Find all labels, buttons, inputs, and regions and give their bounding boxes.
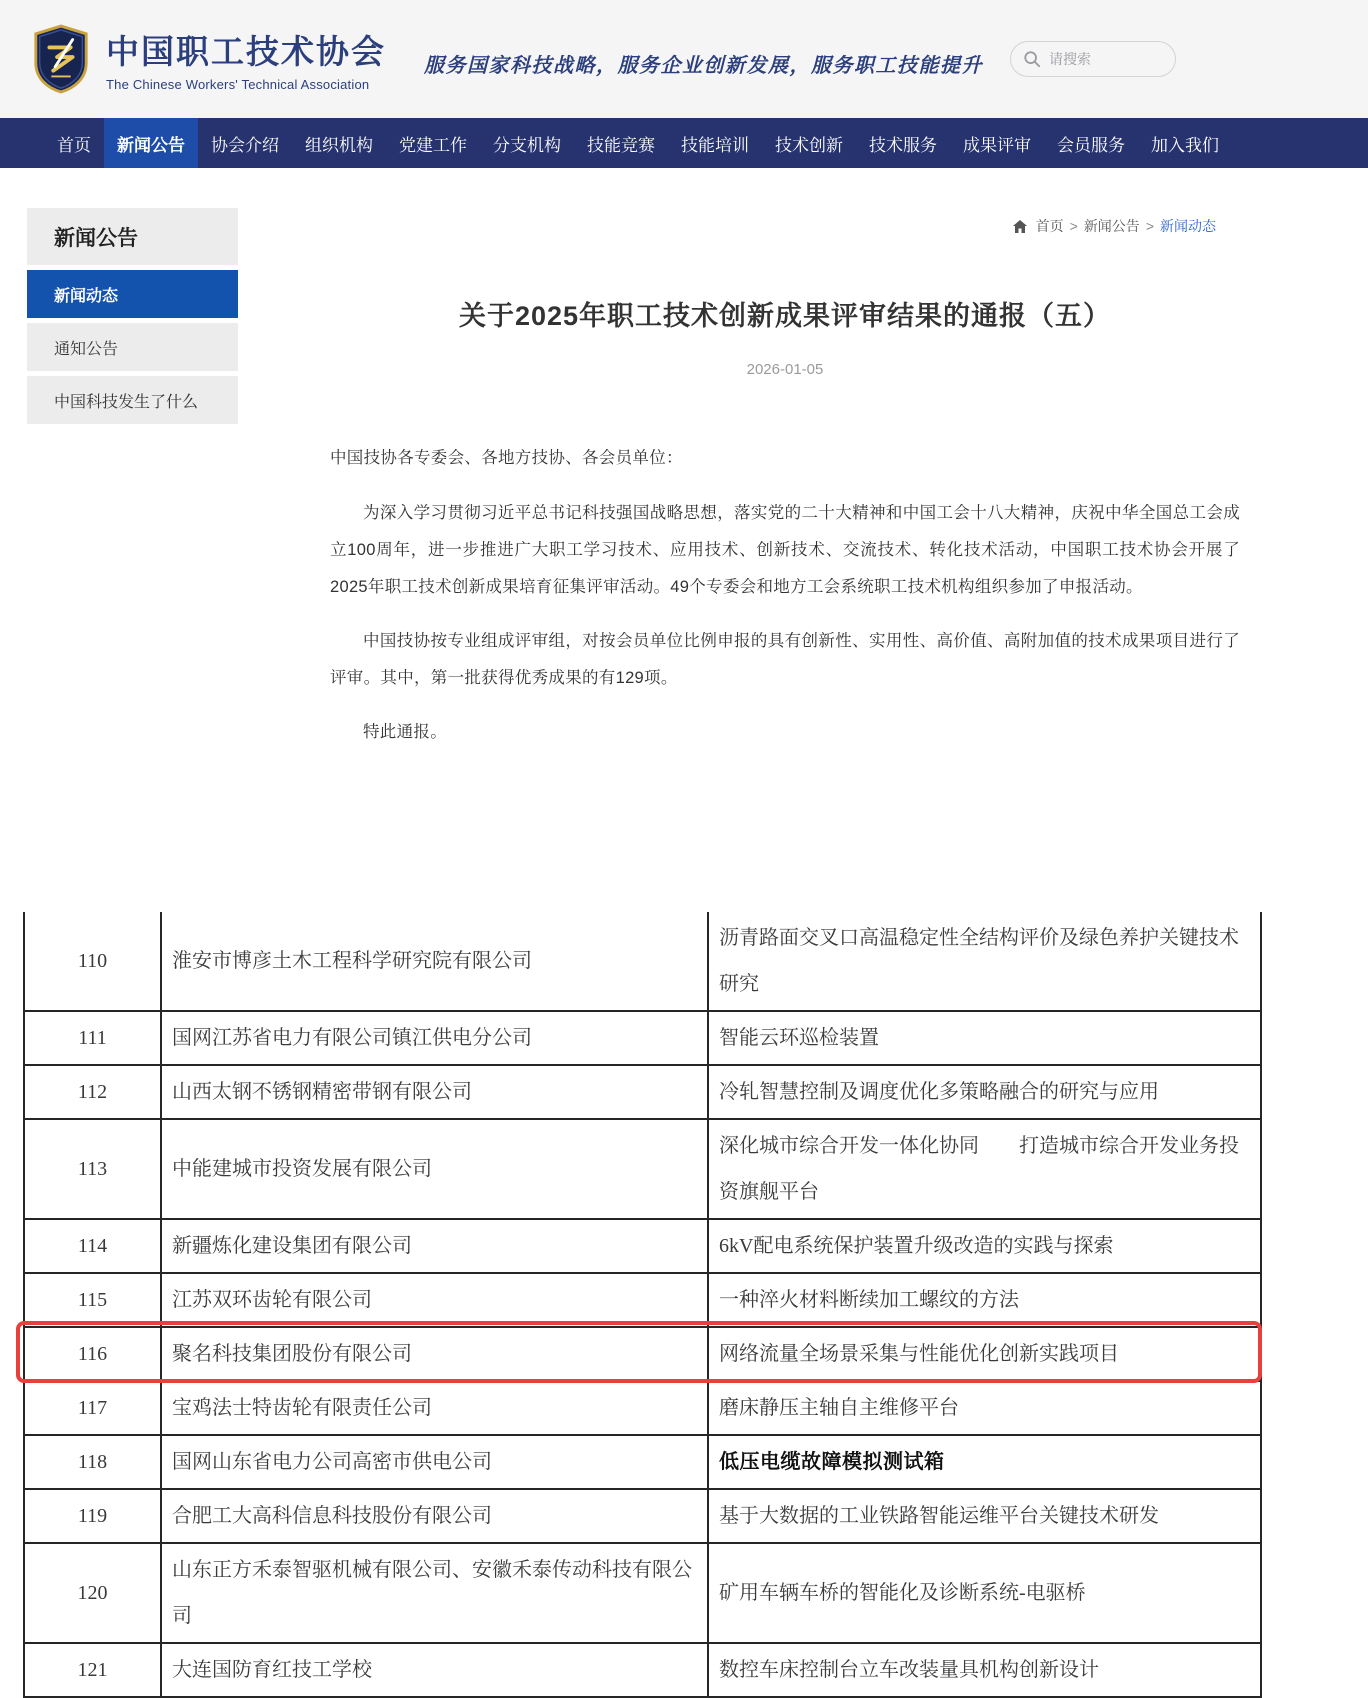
nav-item[interactable]: 技术创新 xyxy=(775,135,843,155)
home-icon[interactable] xyxy=(1012,219,1028,234)
table-cell: 大连国防育红技工学校 xyxy=(161,1643,708,1697)
table-cell: 矿用车辆车桥的智能化及诊断系统-电驱桥 xyxy=(708,1543,1261,1643)
table-cell: 中能建城市投资发展有限公司 xyxy=(161,1119,708,1219)
table-cell: 深化城市综合开发一体化协同 打造城市综合开发业务投资旗舰平台 xyxy=(708,1119,1261,1219)
article-paragraph: 特此通报。 xyxy=(363,723,447,741)
table-cell: 117 xyxy=(24,1381,161,1435)
table-row xyxy=(24,1489,1261,1543)
table-cell: 冷轧智慧控制及调度优化多策略融合的研究与应用 xyxy=(708,1065,1261,1119)
article xyxy=(330,294,1240,768)
sidebar xyxy=(27,208,238,424)
table-cell: 111 xyxy=(24,1011,161,1065)
table-cell: 120 xyxy=(24,1543,161,1643)
sidebar-items xyxy=(27,270,238,424)
table-cell: 宝鸡法士特齿轮有限责任公司 xyxy=(161,1381,708,1435)
table-cell: 江苏双环齿轮有限公司 xyxy=(161,1273,708,1327)
table-cell: 一种淬火材料断续加工螺纹的方法 xyxy=(708,1273,1261,1327)
sidebar-item[interactable]: 新闻动态 xyxy=(27,270,238,318)
table-cell: 合肥工大高科信息科技股份有限公司 xyxy=(161,1489,708,1543)
article-title: 关于2025年职工技术创新成果评审结果的通报（五） xyxy=(458,301,1112,331)
table-cell: 数控车床控制台立车改装量具机构创新设计 xyxy=(708,1643,1261,1697)
breadcrumb-link[interactable]: 首页 xyxy=(1035,218,1064,234)
table-row xyxy=(24,1435,1261,1489)
table-cell: 113 xyxy=(24,1119,161,1219)
article-date: 2026-01-05 xyxy=(746,361,824,378)
nav-item[interactable]: 组织机构 xyxy=(305,135,373,155)
main-nav xyxy=(0,118,1368,168)
logo-subtitle: The Chinese Workers' Technical Association xyxy=(106,77,370,92)
table-row xyxy=(24,912,1261,1011)
nav-item[interactable]: 技术服务 xyxy=(869,135,937,155)
nav-item[interactable]: 党建工作 xyxy=(399,135,467,155)
table-cell: 低压电缆故障模拟测试箱 xyxy=(708,1435,1261,1489)
table-cell: 磨床静压主轴自主维修平台 xyxy=(708,1381,1261,1435)
article-body xyxy=(330,495,1240,751)
table-cell: 山东正方禾泰智驱机械有限公司、安徽禾泰传动科技有限公司 xyxy=(161,1543,708,1643)
table-cell: 6kV配电系统保护装置升级改造的实践与探索 xyxy=(708,1219,1261,1273)
table-cell: 智能云环巡检装置 xyxy=(708,1011,1261,1065)
results-table-section xyxy=(23,912,1260,1698)
search-input[interactable] xyxy=(1049,51,1159,67)
table-row xyxy=(24,1273,1261,1327)
table-cell: 基于大数据的工业铁路智能运维平台关键技术研发 xyxy=(708,1489,1261,1543)
article-paragraph: 中国技协按专业组成评审组，对按会员单位比例申报的具有创新性、实用性、高价值、高附加值的技术成果项目进行了评审。其中，第一批获得优秀成果的有129项。 xyxy=(330,632,1240,687)
table-cell: 114 xyxy=(24,1219,161,1273)
table-row xyxy=(24,1011,1261,1065)
table-cell: 沥青路面交叉口高温稳定性全结构评价及绿色养护关键技术研究 xyxy=(708,912,1261,1011)
table-cell: 聚名科技集团股份有限公司 xyxy=(161,1327,708,1381)
nav-item[interactable]: 新闻公告 xyxy=(104,118,198,168)
table-cell: 118 xyxy=(24,1435,161,1489)
nav-item[interactable]: 成果评审 xyxy=(963,135,1031,155)
table-cell: 115 xyxy=(24,1273,161,1327)
table-cell: 119 xyxy=(24,1489,161,1543)
table-row xyxy=(24,1543,1261,1643)
table-cell: 新疆炼化建设集团有限公司 xyxy=(161,1219,708,1273)
logo-title: 中国职工技术协会 xyxy=(106,33,386,70)
nav-item[interactable]: 加入我们 xyxy=(1151,135,1219,155)
site-slogan: 服务国家科技战略，服务企业创新发展，服务职工技能提升 xyxy=(424,54,983,77)
nav-item[interactable]: 首页 xyxy=(57,135,91,155)
association-emblem-icon xyxy=(30,24,92,94)
search-box[interactable] xyxy=(1010,41,1176,77)
table-row xyxy=(24,1065,1261,1119)
table-cell: 116 xyxy=(24,1327,161,1381)
breadcrumb xyxy=(1012,216,1222,236)
table-row xyxy=(24,1119,1261,1219)
nav-item[interactable]: 协会介绍 xyxy=(211,135,279,155)
breadcrumb-separator: > xyxy=(1069,218,1078,234)
nav-item[interactable]: 技能培训 xyxy=(681,135,749,155)
table-cell: 淮安市博彦土木工程科学研究院有限公司 xyxy=(161,912,708,1011)
table-cell: 110 xyxy=(24,912,161,1011)
article-paragraph: 为深入学习贯彻习近平总书记科技强国战略思想，落实党的二十大精神和中国工会十八大精神，庆祝中华全国总工会成立100周年，进一步推进广大职工学习技术、应用技术、创新技术、交流技术、转化技术活动，中国职工技术协会开展了2025年职工技术创新成果培育征集评审活动。49个专委会和地方工会系统职工技术机构组织参加了申报活动。 xyxy=(330,504,1240,596)
table-cell: 国网江苏省电力有限公司镇江供电分公司 xyxy=(161,1011,708,1065)
sidebar-title: 新闻公告 xyxy=(27,208,238,265)
sidebar-item[interactable]: 通知公告 xyxy=(27,323,238,371)
table-row xyxy=(24,1219,1261,1273)
results-table xyxy=(23,912,1262,1698)
nav-item[interactable]: 分支机构 xyxy=(493,135,561,155)
search-icon xyxy=(1023,50,1041,68)
table-cell: 112 xyxy=(24,1065,161,1119)
site-logo[interactable] xyxy=(30,24,386,94)
breadcrumb-separator: > xyxy=(1145,218,1154,234)
table-cell: 121 xyxy=(24,1643,161,1697)
breadcrumb-link[interactable]: 新闻公告 xyxy=(1083,218,1140,234)
table-cell: 网络流量全场景采集与性能优化创新实践项目 xyxy=(708,1327,1261,1381)
nav-item[interactable]: 技能竞赛 xyxy=(587,135,655,155)
site-header xyxy=(0,0,1368,118)
article-salutation: 中国技协各专委会、各地方技协、各会员单位： xyxy=(330,449,683,467)
table-row xyxy=(24,1381,1261,1435)
nav-item[interactable]: 会员服务 xyxy=(1057,135,1125,155)
table-row xyxy=(24,1327,1261,1381)
table-cell: 山西太钢不锈钢精密带钢有限公司 xyxy=(161,1065,708,1119)
sidebar-item[interactable]: 中国科技发生了什么 xyxy=(27,376,238,424)
breadcrumb-link[interactable]: 新闻动态 xyxy=(1160,218,1216,234)
table-cell: 国网山东省电力公司高密市供电公司 xyxy=(161,1435,708,1489)
